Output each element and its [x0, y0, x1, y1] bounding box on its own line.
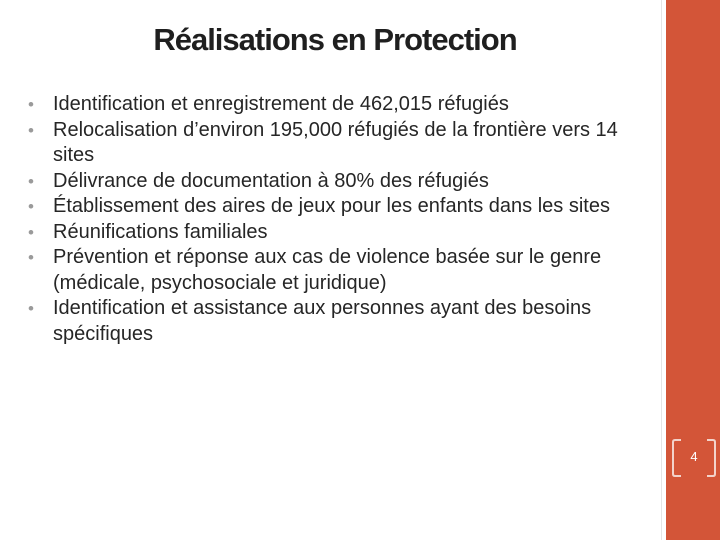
bullet-text: Délivrance de documentation à 80% des réfugiés — [53, 169, 489, 192]
bullet-item — [28, 296, 638, 347]
bullet-item — [28, 169, 638, 195]
bullet-text: Relocalisation d’environ 195,000 réfugiés de la frontière vers 14 sites — [53, 118, 618, 166]
bullet-text: Réunifications familiales — [53, 220, 268, 243]
bullet-text: Prévention et réponse aux cas de violence basée sur le genre (médicale, psychosociale et juridique) — [53, 246, 602, 294]
page-number: 4 — [690, 449, 698, 464]
bullet-marker: • — [28, 120, 34, 140]
bullet-item — [28, 220, 638, 246]
bullet-marker: • — [28, 299, 34, 318]
bullet-marker: • — [28, 248, 34, 267]
side-divider-line — [661, 0, 662, 540]
bullet-list — [28, 92, 638, 347]
bullet-item — [28, 92, 638, 118]
slide-title: Réalisations en Protection — [153, 22, 517, 57]
bullet-text: Établissement des aires de jeux pour les enfants dans les sites — [53, 195, 610, 217]
bullet-marker: • — [28, 95, 34, 114]
bullet-text: Identification et assistance aux personnes ayant des besoins spécifiques — [53, 297, 592, 345]
bullet-marker: • — [28, 171, 34, 191]
bullet-text: Identification et enregistrement de 462,015 réfugiés — [53, 93, 509, 115]
bullet-marker: • — [28, 197, 34, 216]
bullet-item — [28, 118, 638, 169]
bullet-marker: • — [28, 222, 34, 242]
page-number-frame — [671, 438, 717, 478]
bullet-item — [28, 245, 638, 296]
bullet-item — [28, 194, 638, 220]
